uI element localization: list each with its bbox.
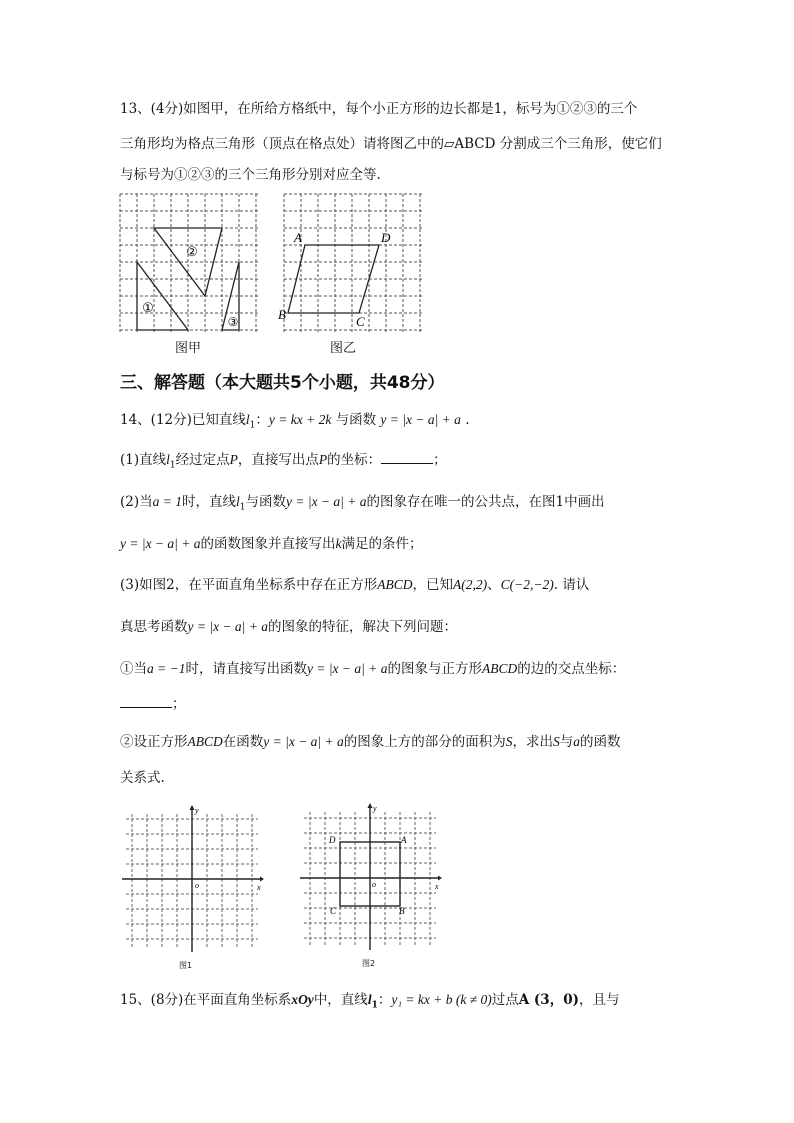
- fig-yi-caption: 图乙: [330, 341, 357, 356]
- vertex-b: B: [278, 307, 286, 322]
- y-label: y: [373, 804, 377, 813]
- answer-blank-intersections: [120, 695, 172, 708]
- label-2: ②: [186, 244, 198, 259]
- q13-line-1: 13、(4分)如图甲，在所给方格纸中，每个小正方形的边长都是1，标号为①②③的三个: [120, 101, 638, 117]
- q14-intro: 14、(12分)已知直线$l_1$：y = kx + 2k 与函数 y = |x − a| + a .: [120, 412, 470, 431]
- figure-jia: [118, 192, 260, 334]
- label-3: ③: [227, 315, 239, 329]
- y-label: y: [195, 806, 199, 815]
- q14-sub-1: ①当a = −1时，请直接写出函数y = |x − a| + a的图象与正方形ABCD的边的交点坐标：: [120, 661, 626, 677]
- origin-label: o: [372, 880, 376, 889]
- vertex-a: A: [401, 835, 407, 845]
- answer-blank-p: [381, 451, 433, 464]
- fig-2-caption: 图2: [362, 959, 376, 968]
- q15-line-1: 15、(8分)在平面直角坐标系xOy中，直线$l_1$：y₁ = kx + b (k ≠ 0)过点A (3，0)，且与: [120, 992, 620, 1011]
- grid: [120, 194, 258, 332]
- label-1: ①: [142, 300, 154, 315]
- q14-part-2-line-2: y = |x − a| + a的函数图象并直接写出k满足的条件；: [120, 536, 423, 552]
- q13-line-2: 三角形均为格点三角形（顶点在格点处）请将图乙中的▱ABCD 分割成三个三角形，使它们: [120, 136, 662, 152]
- fig-jia-caption: 图甲: [175, 341, 202, 356]
- q14-sub-2-line-1: ②设正方形ABCD在函数y = |x − a| + a的图象上方的部分的面积为S，求出S与a的函数: [120, 734, 621, 750]
- section-3-heading: 三、解答题（本大题共5个小题，共48分）: [120, 373, 445, 393]
- fig-1-caption: 图1: [179, 961, 193, 970]
- q14-part-3-line-1: (3)如图2，在平面直角坐标系中存在正方形ABCD，已知A(2,2)、C(−2,−2). 请认: [120, 577, 590, 593]
- figure-yi: [278, 192, 424, 334]
- q14-part-1: (1)直线$l_1$经过定点P，直接写出点P的坐标： ；: [120, 452, 447, 471]
- q14-part-3-line-2: 真思考函数y = |x − a| + a的图象的特征，解决下列问题：: [120, 619, 457, 635]
- vertex-d: D: [329, 835, 336, 845]
- q14-sub-2-line-2: 关系式.: [120, 770, 165, 786]
- grid: [284, 194, 422, 332]
- vertex-b: B: [399, 906, 405, 916]
- x-label: x: [435, 882, 439, 891]
- figure-1: [118, 802, 266, 954]
- vertex-d: D: [381, 230, 391, 245]
- vertex-a: A: [294, 230, 302, 245]
- q14-sub-1-answer: ；: [120, 694, 186, 714]
- vertex-c: C: [356, 314, 365, 329]
- vertex-c: C: [330, 906, 337, 916]
- origin-label: o: [195, 881, 199, 890]
- x-label: x: [257, 883, 261, 892]
- q14-part-2-line-1: (2)当a = 1时，直线$l_1$与函数y = |x − a| + a的图象存在唯一的公共点，在图1中画出: [120, 494, 605, 513]
- q13-line-3: 与标号为①②③的三个三角形分别对应全等.: [120, 167, 381, 183]
- figure-2: [298, 800, 444, 952]
